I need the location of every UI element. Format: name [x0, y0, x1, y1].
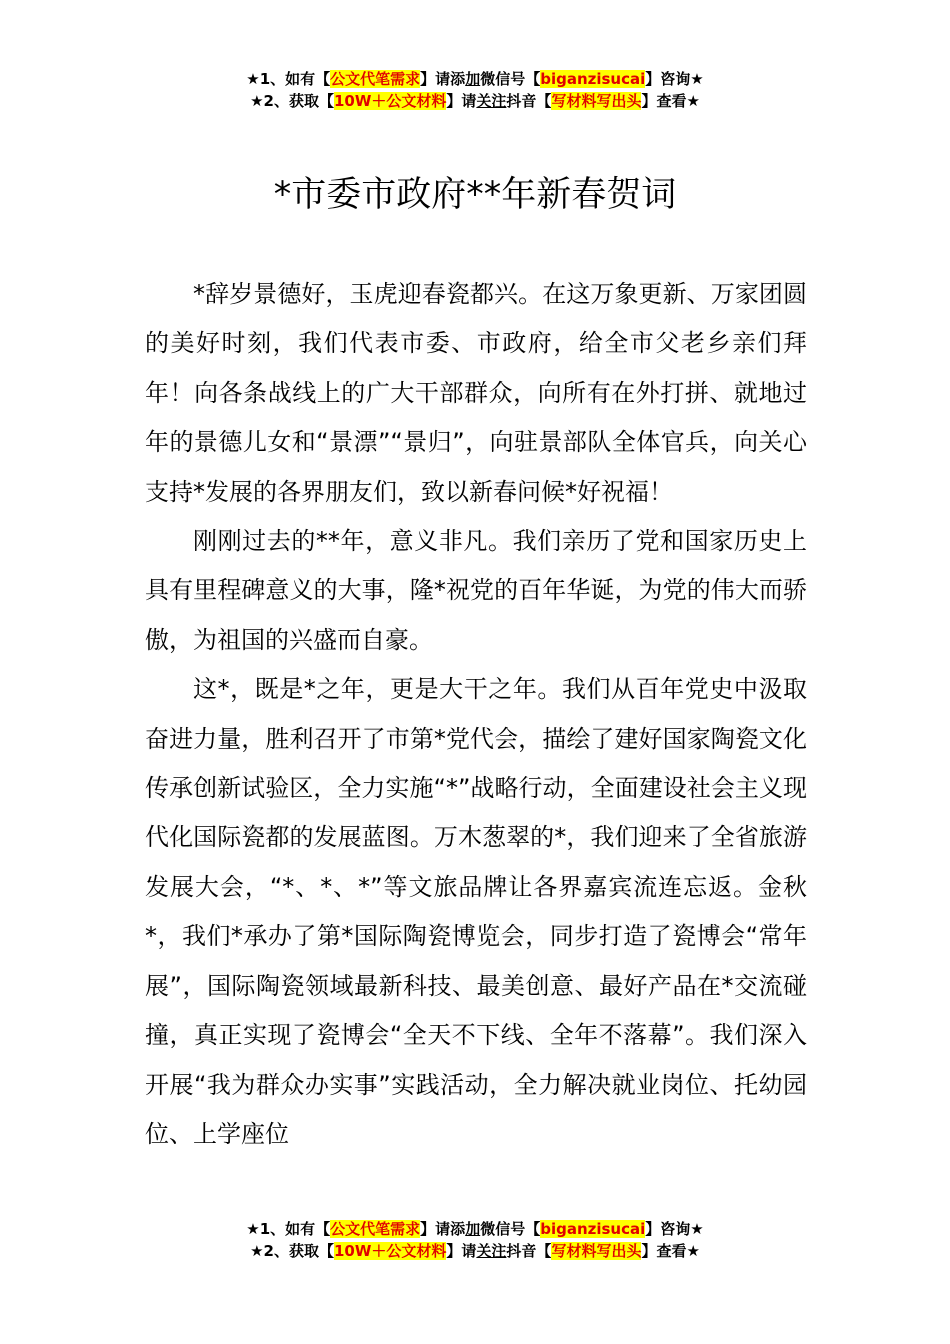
banner-underline: 关注 [476, 1242, 507, 1260]
banner-text: 微信号【 [480, 1220, 541, 1238]
banner-text: ★2、获取【 [250, 1242, 334, 1260]
document-body [145, 270, 807, 1159]
banner-text: 微信号【 [480, 70, 541, 88]
banner-highlight: 10W＋公文材料 [333, 1242, 447, 1260]
banner-text: 】查看★ [641, 92, 700, 110]
banner-text: 抖音【 [506, 1242, 552, 1260]
banner-highlight: 公文代笔需求 [330, 1220, 421, 1238]
banner-text: ★1、如有【 [246, 70, 331, 88]
banner-highlight: 公文代笔需求 [330, 70, 421, 88]
banner-text: 】请 [446, 92, 477, 110]
banner-underline: 加 [465, 70, 481, 88]
banner-text: 】请添 [420, 70, 466, 88]
banner-highlight: biganzisucai [540, 1220, 646, 1238]
banner-line-1 [0, 68, 950, 90]
paragraph-3: 这*，既是*之年，更是大干之年。我们从百年党史中汲取奋进力量，胜利召开了市第*党代会，描绘了建好国家陶瓷文化传承创新试验区，全力实施“*”战略行动，全面建设社会主义现代化国际瓷都的发展蓝图。万木葱翠的*，我们迎来了全省旅游发展大会，“*、*、*”等文旅品牌让各界嘉宾流连忘返。金秋*，我们*承办了第*国际陶瓷博览会，同步打造了瓷博会“常年展”，国际陶瓷领域最新科技、最美创意、最好产品在*交流碰撞，真正实现了瓷博会“全天不下线、全年不落幕”。我们深入开展“我为群众办实事”实践活动，全力解决就业岗位、托幼园位、上学座位 [145, 675, 807, 1148]
footer-banner [0, 1218, 950, 1262]
paragraph-1: *辞岁景德好，玉虎迎春瓷都兴。在这万象更新、万家团圆的美好时刻，我们代表市委、市政府，给全市父老乡亲们拜年！向各条战线上的广大干部群众，向所有在外打拼、就地过年的景德儿女和“景漂”“景归”，向驻景部队全体官兵，向关心支持*发展的各界朋友们，致以新春问候*好祝福！ [145, 280, 807, 506]
banner-text: 】咨询★ [645, 70, 704, 88]
banner-text: ★1、如有【 [246, 1220, 331, 1238]
banner-text: 】咨询★ [645, 1220, 704, 1238]
paragraph-2: 刚刚过去的**年，意义非凡。我们亲历了党和国家历史上具有里程碑意义的大事，隆*祝党的百年华诞，为党的伟大而骄傲，为祖国的兴盛而自豪。 [145, 527, 807, 654]
banner-underline: 加 [465, 1220, 481, 1238]
page-title: *市委市政府**年新春贺词 [273, 175, 677, 215]
banner-highlight: 写材料写出头 [551, 1242, 642, 1260]
banner-text: 】查看★ [641, 1242, 700, 1260]
banner-highlight: biganzisucai [540, 70, 646, 88]
banner-highlight: 10W＋公文材料 [333, 92, 447, 110]
banner-line-2 [0, 1240, 950, 1262]
banner-line-1 [0, 1218, 950, 1240]
banner-text: 】请添 [420, 1220, 466, 1238]
banner-highlight: 写材料写出头 [551, 92, 642, 110]
header-banner [0, 68, 950, 112]
banner-text: ★2、获取【 [250, 92, 334, 110]
banner-text: 】请 [446, 1242, 477, 1260]
banner-underline: 关注 [476, 92, 507, 110]
banner-line-2 [0, 90, 950, 112]
banner-text: 抖音【 [506, 92, 552, 110]
